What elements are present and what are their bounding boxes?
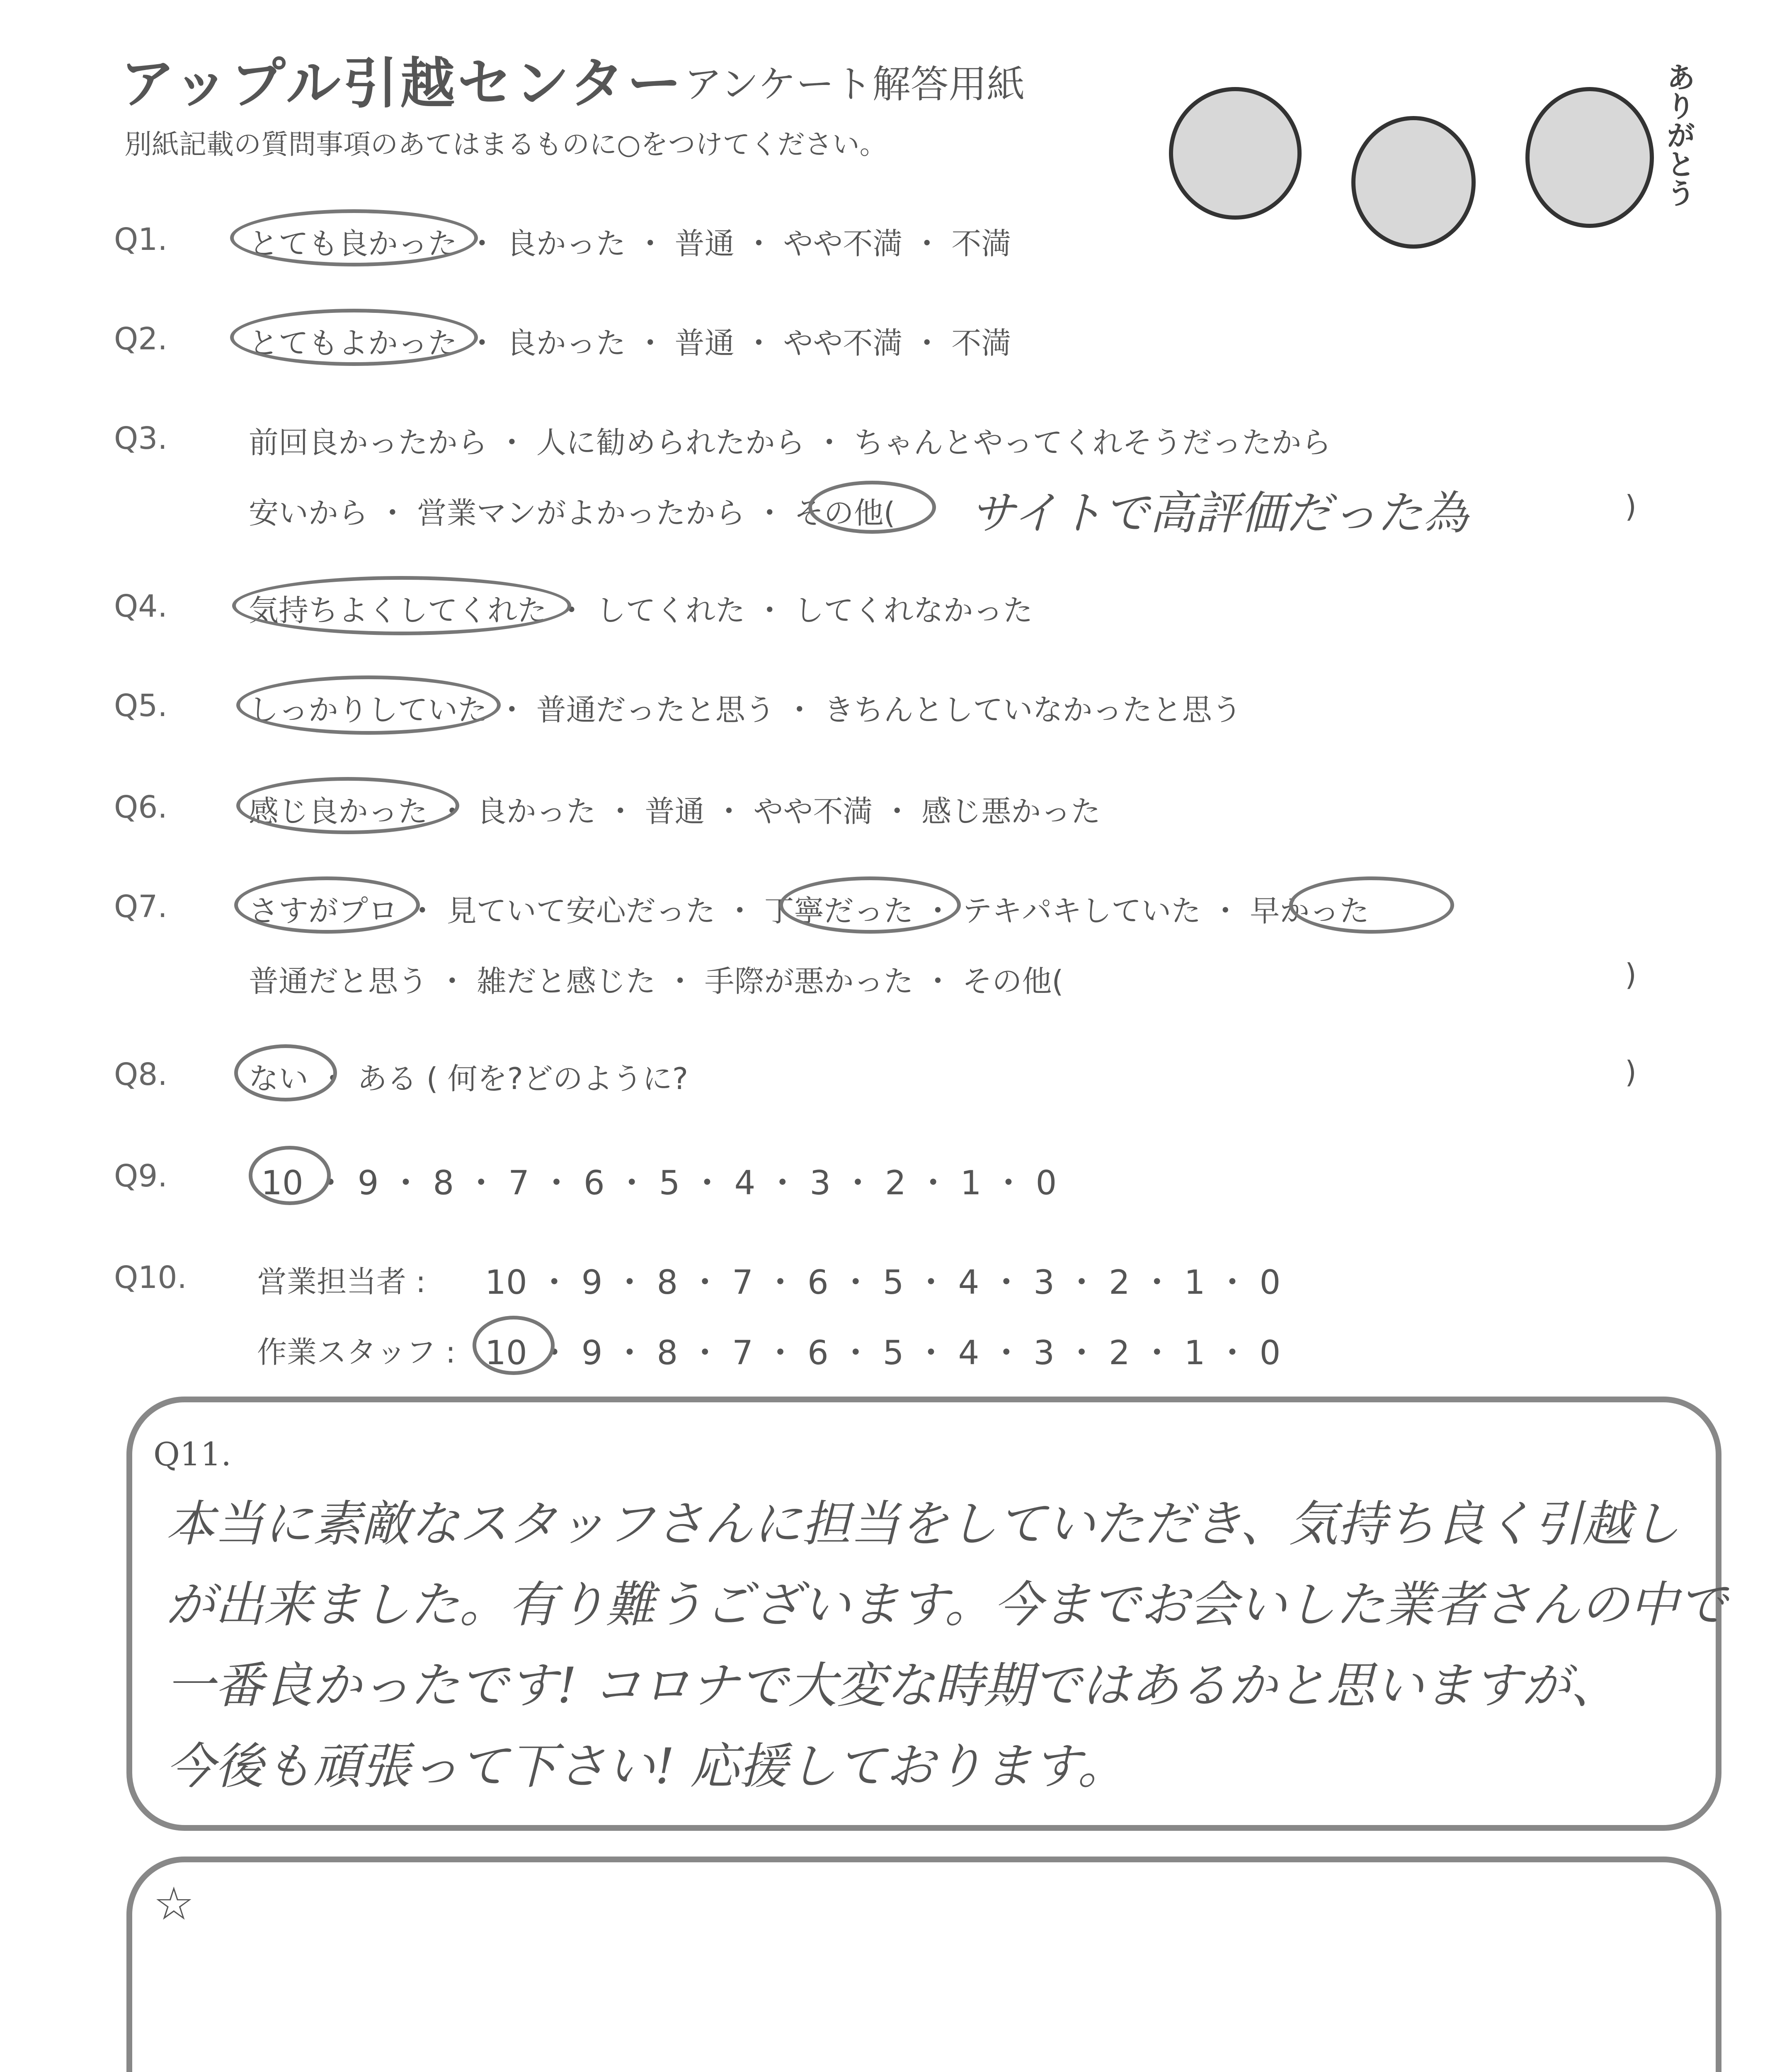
mascot-illustration [1144, 54, 1696, 269]
thanks-text: ありがとう [1662, 62, 1696, 207]
q2-option[interactable]: 不満 [951, 326, 1011, 361]
monkey-icon [1351, 116, 1476, 249]
q6-option[interactable]: 普通 [645, 794, 705, 829]
q11-comment[interactable] [166, 1484, 1727, 1807]
q3-other-answer[interactable]: サイトで高評価だった為 [970, 487, 1469, 540]
q7-option[interactable]: 早かった [1250, 893, 1370, 928]
q3-option[interactable]: 前回良かったから [249, 425, 488, 460]
q7-line2: 普通だと思う ・ 雑だと感じた ・ 手際が悪かった ・ その他( [249, 964, 1064, 999]
q2-option[interactable]: 普通 [674, 326, 735, 361]
form-subtitle: アンケート解答用紙 [684, 62, 1025, 107]
q7-option[interactable]: さすがプロ [249, 893, 398, 928]
q6-option[interactable]: 感じ悪かった [921, 794, 1101, 829]
q3-option[interactable]: 営業マンがよかったから [417, 496, 745, 530]
q3-selected-circle [808, 481, 936, 534]
q1-option[interactable]: とても良かった [249, 226, 458, 261]
q10-sales-label: 営業担当者 : [257, 1264, 426, 1299]
q7-option[interactable]: 普通だと思う [249, 964, 428, 999]
q6-options: 感じ良かった ・ 良かった ・ 普通 ・ やや不満 ・ 感じ悪かった [249, 794, 1101, 829]
q6-option[interactable]: 良かった [476, 794, 596, 829]
q2-options: とてもよかった ・ 良かった ・ 普通 ・ やや不満 ・ 不満 [249, 326, 1011, 361]
q4-number: Q4. [114, 588, 167, 624]
q7-close-paren: ) [1625, 957, 1637, 992]
q4-option[interactable]: してくれなかった [794, 593, 1033, 628]
monkey-icon [1525, 87, 1654, 228]
q5-option[interactable]: 普通だったと思う [536, 692, 775, 727]
q3-line1: 前回良かったから ・ 人に勧められたから ・ ちゃんとやってくれそうだったから [249, 425, 1331, 460]
q8-options: ない ・ ある ( 何を?どのように? [249, 1061, 689, 1096]
q3-option-other[interactable]: その他( [794, 496, 895, 530]
q2-option[interactable]: 良かった [506, 326, 626, 361]
q11-comment-line: 一番良かったです! コロナで大変な時期ではあるかと思いますが、 [166, 1657, 1620, 1714]
q1-option[interactable]: やや不満 [783, 226, 903, 261]
q3-number: Q3. [114, 421, 167, 456]
q2-option[interactable]: とてもよかった [249, 326, 458, 361]
q2-option[interactable]: やや不満 [783, 326, 903, 361]
q3-close-paren: ) [1625, 489, 1637, 524]
q3-option[interactable]: 安いから [249, 496, 369, 530]
q7-option[interactable]: 雑だと感じた [476, 964, 656, 999]
q5-number: Q5. [114, 688, 167, 724]
q3-line2: 安いから ・ 営業マンがよかったから ・ その他( [249, 496, 895, 530]
q10-staff-label: 作業スタッフ : [257, 1335, 456, 1370]
q7-selected-circle [1289, 876, 1454, 934]
q1-selected-circle [230, 209, 478, 266]
q11-label: Q11. [153, 1436, 231, 1473]
q8-number: Q8. [114, 1057, 167, 1092]
q8-option[interactable]: ない [249, 1061, 309, 1096]
q2-number: Q2. [114, 321, 167, 357]
q2-selected-circle [230, 309, 478, 366]
form-title: アップル引越センター [120, 52, 684, 116]
q8-option[interactable]: ある ( 何を?どのように? [357, 1061, 689, 1096]
q10-staff-selected-circle [473, 1316, 555, 1375]
q5-options: しっかりしていた ・ 普通だったと思う ・ きちんとしていなかったと思う [249, 692, 1242, 727]
q5-option[interactable]: しっかりしていた [249, 692, 488, 727]
q9-selected-circle [249, 1146, 331, 1205]
q7-number: Q7. [114, 889, 167, 925]
q9-number: Q9. [114, 1158, 167, 1194]
q7-option[interactable]: 手際が悪かった [704, 964, 914, 999]
q7-option[interactable]: 丁寧だった [764, 893, 914, 928]
q1-option[interactable]: 良かった [506, 226, 626, 261]
q4-option[interactable]: してくれた [596, 593, 745, 628]
q3-option[interactable]: 人に勧められたから [536, 425, 805, 460]
q5-option[interactable]: きちんとしていなかったと思う [824, 692, 1242, 727]
q6-number: Q6. [114, 789, 167, 825]
q4-selected-circle [232, 576, 571, 635]
star-icon: ☆ [153, 1877, 194, 1930]
instruction-text: 別紙記載の質問事項のあてはまるものに○をつけてください。 [124, 128, 887, 160]
monkey-icon [1169, 87, 1302, 220]
q1-option[interactable]: 不満 [951, 226, 1011, 261]
q10-number: Q10. [114, 1260, 187, 1295]
q6-selected-circle [236, 777, 459, 834]
q5-selected-circle [236, 675, 501, 735]
q6-option[interactable]: 感じ良かった [249, 794, 428, 829]
q8-selected-circle [234, 1044, 337, 1101]
q1-number: Q1. [114, 222, 167, 257]
q1-options: とても良かった ・ 良かった ・ 普通 ・ やや不満 ・ 不満 [249, 226, 1011, 261]
q6-option[interactable]: やや不満 [753, 794, 873, 829]
free-comment-box[interactable] [126, 1857, 1721, 2072]
q4-option[interactable]: 気持ちよくしてくれた [249, 593, 548, 628]
q7-selected-circle [779, 876, 961, 934]
q7-option[interactable]: テキパキしていた [962, 893, 1201, 928]
q11-comment-line: 本当に素敵なスタッフさんに担当をしていただき、気持ち良く引越し [166, 1495, 1680, 1552]
q8-close-paren: ) [1625, 1055, 1637, 1089]
q7-option-other[interactable]: その他( [962, 964, 1064, 999]
q10-sales-scale[interactable]: 10 ・ 9 ・ 8 ・ 7 ・ 6 ・ 5 ・ 4 ・ 3 ・ 2 ・ 1 ・ 0 [485, 1263, 1281, 1302]
q7-option[interactable]: 見ていて安心だった [446, 893, 715, 928]
q1-option[interactable]: 普通 [674, 226, 735, 261]
q11-comment-line: が出来ました。有り難うございます。今までお会いした業者さんの中で [166, 1576, 1727, 1633]
q4-options: 気持ちよくしてくれた ・ してくれた ・ してくれなかった [249, 593, 1033, 628]
q7-selected-circle [234, 876, 420, 934]
q9-scale[interactable]: 10 ・ 9 ・ 8 ・ 7 ・ 6 ・ 5 ・ 4 ・ 3 ・ 2 ・ 1 ・ 0 [261, 1164, 1057, 1202]
q7-line1: さすがプロ ・ 見ていて安心だった ・ 丁寧だった ・ テキパキしていた ・ 早かった [249, 893, 1370, 928]
q10-staff-scale[interactable]: 10 ・ 9 ・ 8 ・ 7 ・ 6 ・ 5 ・ 4 ・ 3 ・ 2 ・ 1 ・ 0 [485, 1334, 1281, 1372]
q3-option[interactable]: ちゃんとやってくれそうだったから [853, 425, 1331, 460]
q11-comment-line: 今後も頑張って下さい! 応援しております。 [166, 1738, 1127, 1795]
